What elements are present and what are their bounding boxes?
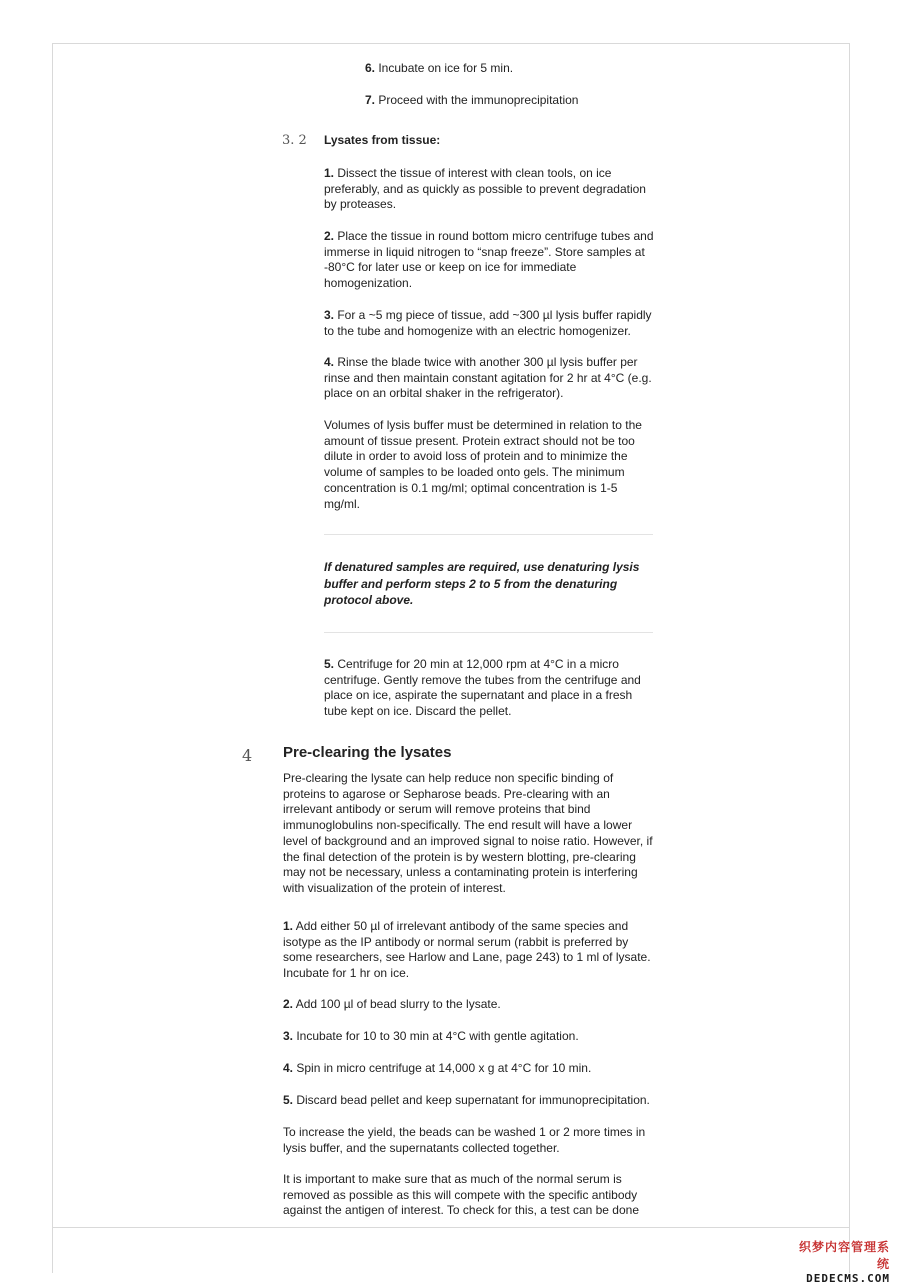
- denature-note: If denatured samples are required, use denaturing lysis buffer and perform steps 2 to 5 from the denaturing protocol above.: [324, 560, 640, 607]
- tissue-step-3: 3. For a ~5 mg piece of tissue, add ~300 µl lysis buffer rapidly to the tube and homogenize with an electric homogenizer.: [324, 308, 652, 338]
- preclear-intro: Pre-clearing the lysate can help reduce non specific binding of proteins to agarose or Sepharose beads. Pre-clearing with an irrelevant antibody or serum will remove proteins that bind immunoglobulins non-specifically. The end result will have a lower level of background and an improved signal to noise ratio. However, if the final detection of the protein is by western blotting, pre-clearing may not be necessary, unless a contaminating protein is interfering with visualization of the protein of interest.: [283, 771, 653, 895]
- tissue-step-4: 4. Rinse the blade twice with another 300 µl lysis buffer per rinse and then maintain constant agitation for 2 hr at 4°C (e.g. place on an orbital shaker in the refrigerator).: [324, 355, 652, 401]
- step-7: 7. Proceed with the immunoprecipitation: [365, 93, 579, 107]
- watermark-line-2: DEDECMS.COM: [806, 1272, 890, 1285]
- step-6: 6. Incubate on ice for 5 min.: [365, 61, 514, 75]
- volume-note: Volumes of lysis buffer must be determined in relation to the amount of tissue present. Protein extract should not be too dilute in order to avoid loss of protein and to minimize the volume of samples to be loaded onto gels. The minimum concentration is 0.1 mg/ml; optimal concentration is 1-5 mg/ml.: [324, 418, 642, 511]
- preclear-step-2: 2. Add 100 µl of bead slurry to the lysate.: [283, 997, 501, 1011]
- watermark: [790, 1238, 890, 1285]
- tissue-step-1: 1. Dissect the tissue of interest with clean tools, on ice preferably, and as quickly as possible to prevent degradation by proteases.: [324, 166, 646, 212]
- section-heading-3-2: Lysates from tissue:: [324, 133, 441, 147]
- section-number-3-2: 3. 2: [282, 133, 307, 148]
- yield-note: To increase the yield, the beads can be washed 1 or 2 more times in lysis buffer, and the supernatants collected together.: [283, 1125, 646, 1155]
- preclear-step-5: 5. Discard bead pellet and keep supernatant for immunoprecipitation.: [283, 1093, 650, 1107]
- divider-bottom: [324, 632, 653, 633]
- preclear-step-1: 1. Add either 50 µl of irrelevant antibody of the same species and isotype as the IP antibody or normal serum (rabbit is preferred by some researchers, see Harlow and Lane, page 243) to 1 ml of lysate. Incubate for 1 hr on ice.: [283, 919, 651, 981]
- tissue-step-5: 5. Centrifuge for 20 min at 12,000 rpm at 4°C in a micro centrifuge. Gently remove the tubes from the centrifuge and place on ice, aspirate the supernatant and place in a fresh tube kept on ice. Discard the pellet.: [324, 657, 641, 719]
- section-heading-4: Pre-clearing the lysates: [283, 744, 452, 761]
- divider-top: [324, 534, 653, 535]
- section-number-4: 4: [242, 746, 253, 765]
- preclear-step-4: 4. Spin in micro centrifuge at 14,000 x g at 4°C for 10 min.: [283, 1061, 592, 1075]
- serum-note: It is important to make sure that as much of the normal serum is removed as possible as this will compete with the specific antibody against the antigen of interest. To check for this, a test can be done: [283, 1172, 640, 1218]
- page-bottom-edge: [52, 1227, 850, 1228]
- tissue-step-2: 2. Place the tissue in round bottom micro centrifuge tubes and immerse in liquid nitrogen to “snap freeze”. Store samples at -80°C for later use or keep on ice for immediate homogenization.: [324, 229, 654, 291]
- watermark-line-1: 织梦内容管理系统: [798, 1240, 890, 1271]
- preclear-step-3: 3. Incubate for 10 to 30 min at 4°C with gentle agitation.: [283, 1029, 579, 1043]
